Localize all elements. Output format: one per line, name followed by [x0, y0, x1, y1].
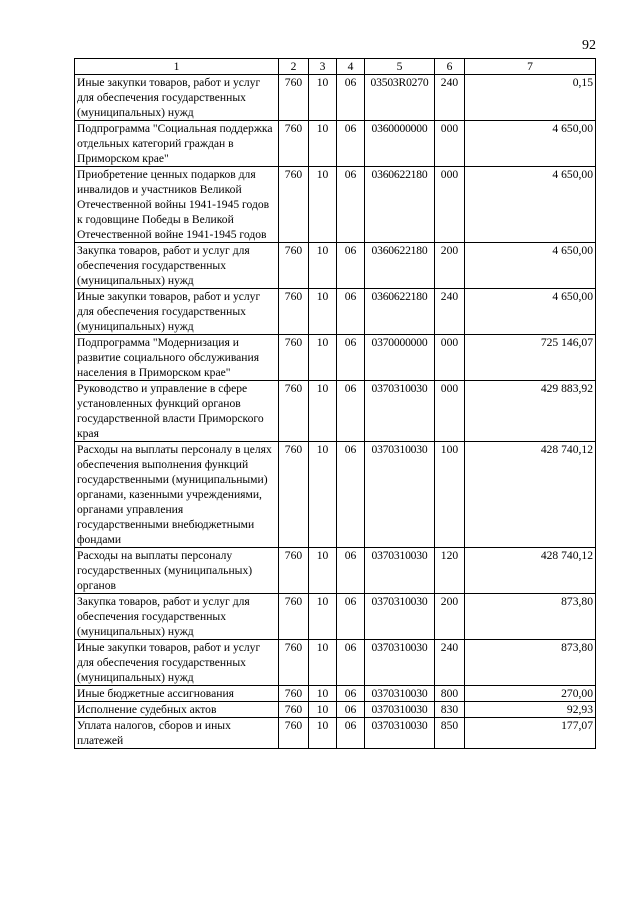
- section-cell: 10: [309, 640, 337, 686]
- code-cell: 760: [279, 686, 309, 702]
- section-cell: 10: [309, 442, 337, 548]
- subsection-cell: 06: [337, 335, 365, 381]
- expense-type-cell: 240: [435, 289, 465, 335]
- header-cell: 4: [337, 59, 365, 75]
- header-row: [75, 59, 596, 75]
- expense-name-cell: Иные закупки товаров, работ и услуг для обеспечения государственных (муниципальных) нужд: [75, 75, 279, 121]
- expense-type-cell: 830: [435, 702, 465, 718]
- expense-type-cell: 240: [435, 75, 465, 121]
- section-cell: 10: [309, 243, 337, 289]
- expense-name-cell: Расходы на выплаты персоналу государственных (муниципальных) органов: [75, 548, 279, 594]
- expense-type-cell: 200: [435, 243, 465, 289]
- code-cell: 760: [279, 335, 309, 381]
- header-cell: 5: [365, 59, 435, 75]
- table-row: [75, 686, 596, 702]
- subsection-cell: 06: [337, 381, 365, 442]
- target-article-cell: 0370310030: [365, 640, 435, 686]
- code-cell: 760: [279, 121, 309, 167]
- table-row: [75, 75, 596, 121]
- expense-type-cell: 000: [435, 381, 465, 442]
- header-cell: 3: [309, 59, 337, 75]
- subsection-cell: 06: [337, 686, 365, 702]
- section-cell: 10: [309, 289, 337, 335]
- expense-type-cell: 200: [435, 594, 465, 640]
- code-cell: 760: [279, 442, 309, 548]
- target-article-cell: 03503R0270: [365, 75, 435, 121]
- amount-cell: 429 883,92: [465, 381, 596, 442]
- expense-name-cell: Иные закупки товаров, работ и услуг для обеспечения государственных (муниципальных) нужд: [75, 640, 279, 686]
- expense-type-cell: 000: [435, 167, 465, 243]
- subsection-cell: 06: [337, 75, 365, 121]
- header-cell: 1: [75, 59, 279, 75]
- table-row: [75, 335, 596, 381]
- code-cell: 760: [279, 640, 309, 686]
- amount-cell: 428 740,12: [465, 548, 596, 594]
- expense-type-cell: 000: [435, 335, 465, 381]
- table-row: [75, 702, 596, 718]
- section-cell: 10: [309, 702, 337, 718]
- code-cell: 760: [279, 594, 309, 640]
- section-cell: 10: [309, 718, 337, 749]
- section-cell: 10: [309, 167, 337, 243]
- target-article-cell: 0360622180: [365, 289, 435, 335]
- expense-name-cell: Иные закупки товаров, работ и услуг для обеспечения государственных (муниципальных) нужд: [75, 289, 279, 335]
- target-article-cell: 0370310030: [365, 442, 435, 548]
- amount-cell: 4 650,00: [465, 167, 596, 243]
- table-row: [75, 381, 596, 442]
- code-cell: 760: [279, 75, 309, 121]
- table-row: [75, 718, 596, 749]
- expense-name-cell: Руководство и управление в сфере установленных функций органов государственной власти Приморского края: [75, 381, 279, 442]
- table-row: [75, 640, 596, 686]
- expense-type-cell: 120: [435, 548, 465, 594]
- header-cell: 6: [435, 59, 465, 75]
- amount-cell: 873,80: [465, 594, 596, 640]
- code-cell: 760: [279, 381, 309, 442]
- expense-name-cell: Уплата налогов, сборов и иных платежей: [75, 718, 279, 749]
- target-article-cell: 0370310030: [365, 548, 435, 594]
- amount-cell: 270,00: [465, 686, 596, 702]
- subsection-cell: 06: [337, 702, 365, 718]
- table-row: [75, 289, 596, 335]
- subsection-cell: 06: [337, 167, 365, 243]
- amount-cell: 0,15: [465, 75, 596, 121]
- subsection-cell: 06: [337, 548, 365, 594]
- section-cell: 10: [309, 548, 337, 594]
- expense-name-cell: Иные бюджетные ассигнования: [75, 686, 279, 702]
- expense-name-cell: Исполнение судебных актов: [75, 702, 279, 718]
- section-cell: 10: [309, 121, 337, 167]
- table-row: [75, 243, 596, 289]
- subsection-cell: 06: [337, 594, 365, 640]
- expense-type-cell: 850: [435, 718, 465, 749]
- amount-cell: 4 650,00: [465, 121, 596, 167]
- table-row: [75, 167, 596, 243]
- expense-type-cell: 800: [435, 686, 465, 702]
- target-article-cell: 0370310030: [365, 718, 435, 749]
- amount-cell: 4 650,00: [465, 289, 596, 335]
- amount-cell: 725 146,07: [465, 335, 596, 381]
- code-cell: 760: [279, 718, 309, 749]
- target-article-cell: 0360622180: [365, 167, 435, 243]
- subsection-cell: 06: [337, 718, 365, 749]
- section-cell: 10: [309, 381, 337, 442]
- subsection-cell: 06: [337, 243, 365, 289]
- page-number: 92: [582, 38, 596, 53]
- budget-table: [74, 58, 596, 749]
- table-row: [75, 594, 596, 640]
- subsection-cell: 06: [337, 289, 365, 335]
- expense-name-cell: Закупка товаров, работ и услуг для обеспечения государственных (муниципальных) нужд: [75, 594, 279, 640]
- amount-cell: 428 740,12: [465, 442, 596, 548]
- target-article-cell: 0370000000: [365, 335, 435, 381]
- table-row: [75, 548, 596, 594]
- code-cell: 760: [279, 289, 309, 335]
- target-article-cell: 0370310030: [365, 702, 435, 718]
- amount-cell: 873,80: [465, 640, 596, 686]
- header-cell: 2: [279, 59, 309, 75]
- section-cell: 10: [309, 686, 337, 702]
- table-row: [75, 442, 596, 548]
- expense-name-cell: Подпрограмма "Социальная поддержка отдельных категорий граждан в Приморском крае": [75, 121, 279, 167]
- target-article-cell: 0360622180: [365, 243, 435, 289]
- expense-type-cell: 000: [435, 121, 465, 167]
- subsection-cell: 06: [337, 442, 365, 548]
- subsection-cell: 06: [337, 640, 365, 686]
- code-cell: 760: [279, 167, 309, 243]
- table-row: [75, 121, 596, 167]
- target-article-cell: 0370310030: [365, 381, 435, 442]
- expense-type-cell: 240: [435, 640, 465, 686]
- section-cell: 10: [309, 335, 337, 381]
- section-cell: 10: [309, 75, 337, 121]
- section-cell: 10: [309, 594, 337, 640]
- expense-name-cell: Расходы на выплаты персоналу в целях обеспечения выполнения функций государственными (муниципальными) органами, казенными учреждениями, органами управления государственными внебюджетными фондами: [75, 442, 279, 548]
- code-cell: 760: [279, 702, 309, 718]
- code-cell: 760: [279, 548, 309, 594]
- code-cell: 760: [279, 243, 309, 289]
- amount-cell: 4 650,00: [465, 243, 596, 289]
- amount-cell: 177,07: [465, 718, 596, 749]
- amount-cell: 92,93: [465, 702, 596, 718]
- expense-type-cell: 100: [435, 442, 465, 548]
- expense-name-cell: Подпрограмма "Модернизация и развитие социального обслуживания населения в Приморском крае": [75, 335, 279, 381]
- target-article-cell: 0370310030: [365, 594, 435, 640]
- target-article-cell: 0370310030: [365, 686, 435, 702]
- header-cell: 7: [465, 59, 596, 75]
- expense-name-cell: Приобретение ценных подарков для инвалидов и участников Великой Отечественной войны 1941-1945 годов к годовщине Победы в Великой Отечественной войне 1941-1945 годов: [75, 167, 279, 243]
- subsection-cell: 06: [337, 121, 365, 167]
- expense-name-cell: Закупка товаров, работ и услуг для обеспечения государственных (муниципальных) нужд: [75, 243, 279, 289]
- target-article-cell: 0360000000: [365, 121, 435, 167]
